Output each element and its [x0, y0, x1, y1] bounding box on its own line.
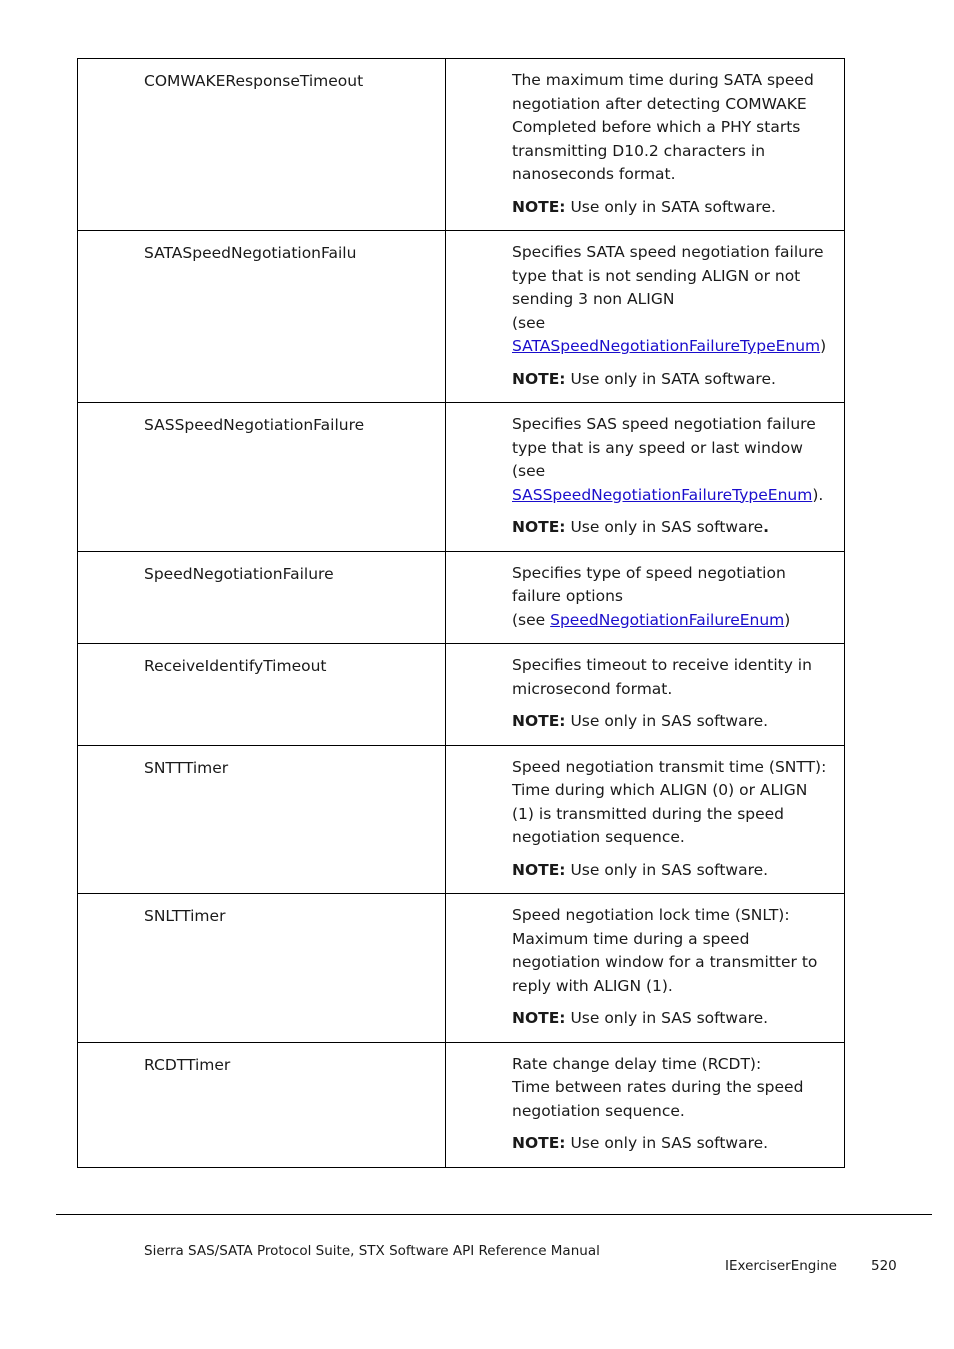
param-description: Specifies type of speed negotiation failure options (see SpeedNegotiationFailureEnum)	[512, 563, 791, 629]
param-description: Specifies SAS speed negotiation failure type that is any speed or last window (see SASSpeedNegotiationFailureTypeEnum).	[512, 415, 824, 504]
param-note: NOTE: Use only in SAS software.	[512, 860, 769, 879]
param-description: Rate change delay time (RCDT): Time between rates during the speed negotiation sequence.	[512, 1054, 804, 1120]
param-desc-cell	[446, 1042, 845, 1167]
param-name: SNLTTimer	[144, 907, 226, 925]
param-description: Speed negotiation transmit time (SNTT): Time during which ALIGN (0) or ALIGN (1) is transmitted during the speed negotiation sequence.	[512, 757, 827, 846]
table-row	[78, 59, 845, 231]
enum-link[interactable]: SATASpeedNegotiationFailureTypeEnum	[512, 337, 821, 355]
param-name-cell	[78, 59, 446, 231]
param-name-cell	[78, 745, 446, 894]
note-label: NOTE:	[512, 369, 566, 388]
footer-divider	[56, 1214, 932, 1215]
table-row	[78, 644, 845, 746]
param-name-cell	[78, 644, 446, 746]
note-label: NOTE:	[512, 197, 566, 216]
param-description: Specifies SATA speed negotiation failure type that is not sending ALIGN or not sending 3 non ALIGN (see SATASpeedNegotiationFailureTypeEnum)	[512, 243, 827, 355]
param-note: NOTE: Use only in SAS software.	[512, 518, 770, 536]
param-desc-cell	[446, 551, 845, 644]
param-name: SATASpeedNegotiationFailu	[144, 244, 357, 262]
note-label: NOTE:	[512, 860, 566, 879]
note-label: NOTE:	[512, 712, 566, 730]
param-name: SASSpeedNegotiationFailure	[144, 416, 365, 434]
param-name: ReceiveIdentifyTimeout	[144, 657, 327, 675]
note-label: NOTE:	[512, 1134, 566, 1152]
page-number: 520	[871, 1258, 897, 1274]
param-name-cell	[78, 551, 446, 644]
param-note: NOTE: Use only in SATA software.	[512, 369, 776, 388]
param-description: The maximum time during SATA speed negotiation after detecting COMWAKE Completed before which a PHY starts transmitting D10.2 characters in nanoseconds format.	[512, 71, 814, 183]
param-name-cell	[78, 231, 446, 403]
param-name-cell	[78, 1042, 446, 1167]
enum-link[interactable]: SpeedNegotiationFailureEnum	[550, 610, 785, 629]
footer-section: IExerciserEngine	[725, 1258, 837, 1274]
table-row	[78, 1042, 845, 1167]
table-row	[78, 231, 845, 403]
table-row	[78, 551, 845, 644]
footer-title: Sierra SAS/SATA Protocol Suite, STX Software API Reference Manual	[144, 1243, 600, 1259]
param-description: Specifies timeout to receive identity in microsecond format.	[512, 656, 812, 698]
param-desc-cell	[446, 59, 845, 231]
enum-link[interactable]: SASSpeedNegotiationFailureTypeEnum	[512, 485, 813, 504]
param-name: COMWAKEResponseTimeout	[144, 72, 364, 90]
param-name-cell	[78, 894, 446, 1043]
param-name-cell	[78, 403, 446, 552]
parameter-table	[77, 58, 845, 1168]
param-desc-cell	[446, 231, 845, 403]
table-row	[78, 403, 845, 552]
param-description: Speed negotiation lock time (SNLT): Maximum time during a speed negotiation window for a transmitter to reply with ALIGN (1).	[512, 906, 818, 995]
param-name: RCDTTimer	[144, 1055, 231, 1074]
param-desc-cell	[446, 745, 845, 894]
param-name: SNTTTimer	[144, 758, 229, 777]
param-desc-cell	[446, 644, 845, 746]
param-note: NOTE: Use only in SAS software.	[512, 1009, 769, 1027]
table-row	[78, 745, 845, 894]
table-row	[78, 894, 845, 1043]
param-note: NOTE: Use only in SAS software.	[512, 1134, 769, 1152]
param-note: NOTE: Use only in SAS software.	[512, 712, 769, 730]
note-label: NOTE:	[512, 1009, 566, 1027]
note-label: NOTE:	[512, 518, 566, 536]
param-desc-cell	[446, 894, 845, 1043]
param-note: NOTE: Use only in SATA software.	[512, 197, 776, 216]
param-name: SpeedNegotiationFailure	[144, 564, 334, 583]
param-desc-cell	[446, 403, 845, 552]
